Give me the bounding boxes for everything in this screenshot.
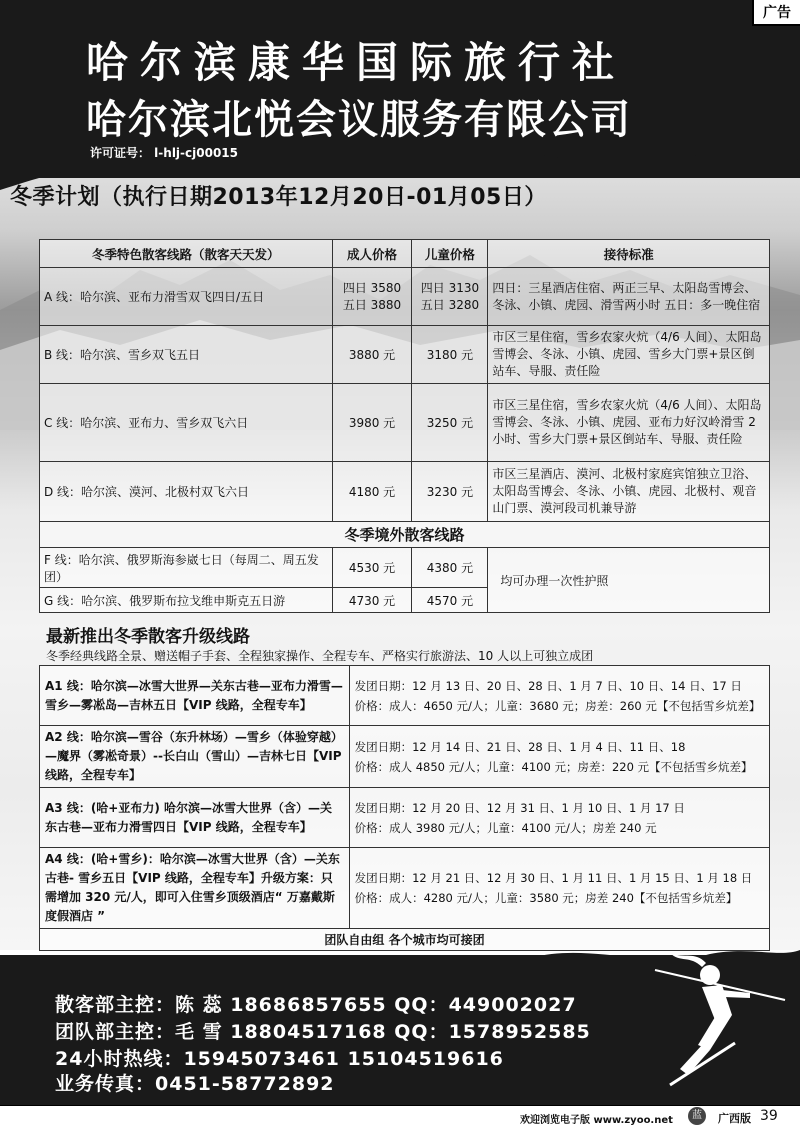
upgrade-dates: 发团日期：12 月 21 日、12 月 30 日、1 月 11 日、1 月 15 日、1 月 18 日 [354, 871, 753, 885]
adult-price-cell [332, 268, 412, 326]
table-row [40, 666, 770, 726]
standard-cell: 市区三星住宿，雪乡农家火炕（4/6 人间）、太阳岛雪博会、冬泳、小镇、虎园、亚布力好汉岭滑雪 2 小时、雪乡大门票+景区倒站车、导服、责任险 [488, 384, 770, 462]
adult-price-cell: 4180 元 [332, 462, 412, 522]
ad-tag: 广告 [752, 0, 800, 26]
child-price-cell: 3250 元 [412, 384, 488, 462]
child-price-cell: 4570 元 [412, 588, 488, 613]
upgrade-route-cell: A1 线：哈尔滨—冰雪大世界—关东古巷—亚布力滑雪—雪乡—雾凇岛—吉林五日【VIP 线路，全程专车】 [40, 666, 350, 726]
route-cell: D 线：哈尔滨、漠河、北极村双飞六日 [40, 462, 333, 522]
table-row [40, 384, 770, 462]
header-adult-price: 成人价格 [332, 240, 412, 268]
table-row [40, 268, 770, 326]
page-number: 39 [760, 1108, 778, 1124]
child-price-text: 四日 3130 五日 3280 [420, 280, 480, 312]
adult-price-cell: 4530 元 [332, 548, 412, 588]
edition-label: 广西版 [718, 1112, 751, 1125]
table-row [40, 788, 770, 848]
table-row [40, 462, 770, 522]
adult-price-cell: 3880 元 [332, 326, 412, 384]
route-cell: C 线：哈尔滨、亚布力、雪乡双飞六日 [40, 384, 333, 462]
adult-price-cell: 3980 元 [332, 384, 412, 462]
upgrade-detail-cell [349, 726, 769, 788]
upgrade-dates: 发团日期：12 月 20 日、12 月 31 日、1 月 10 日、1 月 17 日 [354, 800, 685, 815]
upgrade-route-cell: A2 线：哈尔滨—雪谷（东升林场）—雪乡（体验穿越）—魔界（雾凇奇景）--长白山（雪山）—吉林七日【VIP 线路，全程专车】 [40, 726, 350, 788]
upgrade-price: 价格：成人 3980 元/人；儿童：4100 元/人；房差 240 元 [354, 820, 657, 835]
child-price-cell: 3230 元 [412, 462, 488, 522]
route-cell: A 线：哈尔滨、亚布力滑雪双飞四日/五日 [40, 268, 333, 326]
company-name-secondary: 哈尔滨北悦会议服务有限公司 [86, 97, 632, 143]
header-service-standard: 接待标准 [488, 240, 770, 268]
child-price-cell [412, 268, 488, 326]
adult-price-cell: 4730 元 [332, 588, 412, 613]
upgrade-routes-table [39, 665, 770, 951]
group-note: 团队自由组 各个城市均可接团 [40, 929, 770, 951]
abroad-section-title: 冬季境外散客线路 [40, 522, 770, 548]
child-price-cell: 4380 元 [412, 548, 488, 588]
table-row [40, 726, 770, 788]
abroad-section-row [40, 522, 770, 548]
winter-routes-table [39, 239, 770, 613]
fax-line: 业务传真：0451-58772892 [55, 1073, 335, 1095]
route-cell: F 线：哈尔滨、俄罗斯海参崴七日（每周二、周五发团） [40, 548, 333, 588]
upgrade-detail-cell [349, 666, 769, 726]
upgrade-price: 价格：成人 4850 元/人；儿童：4100 元；房差：220 元【不包括雪乡炕差】 [354, 759, 753, 774]
publication-logo-icon: 蓝 [688, 1107, 706, 1125]
upgrade-route-cell: A3 线：(哈+亚布力) 哈尔滨—冰雪大世界（含）—关东古巷—亚布力滑雪四日【VIP 线路，全程专车】 [40, 788, 350, 848]
page-bottom-bar [0, 1105, 800, 1128]
standard-cell: 市区三星酒店、漠河、北极村家庭宾馆独立卫浴、太阳岛雪博会、冬泳、小镇、虎园、北极村、观音山门票、漠河段司机兼导游 [488, 462, 770, 522]
upgrade-route-cell: A4 线：(哈+雪乡)：哈尔滨—冰雪大世界（含）—关东古巷- 雪乡五日【VIP 线路，全程专车】升级方案：只需增加 320 元/人，即可入住雪乡顶级酒店“ 万嘉戴斯度假酒店 ” [40, 848, 350, 929]
standard-cell: 四日：三星酒店住宿、两正三早、太阳岛雪博会、冬泳、小镇、虎园、滑雪两小时 五日：多一晚住宿 [488, 268, 770, 326]
standard-cell: 市区三星住宿，雪乡农家火炕（4/6 人间）、太阳岛雪博会、冬泳、小镇、虎园、雪乡大门票+景区倒站车、导服、责任险 [488, 326, 770, 384]
table-row [40, 548, 770, 588]
table-row [40, 326, 770, 384]
skier-icon [640, 945, 790, 1095]
winter-plan-title: 冬季计划（执行日期2013年12月20日-01月05日） [10, 185, 547, 210]
child-price-cell: 3180 元 [412, 326, 488, 384]
upgrade-routes-subtitle: 冬季经典线路全景、赠送帽子手套、全程独家操作、全程专车、严格实行旅游法、10 人以上可独立成团 [46, 649, 594, 663]
adult-price-text: 四日 3580 五日 3880 [342, 280, 402, 312]
header-child-price: 儿童价格 [412, 240, 488, 268]
upgrade-price: 价格：成人：4280 元/人；儿童：3580 元；房差 240【不包括雪乡炕差】 [354, 891, 738, 905]
header-route: 冬季特色散客线路（散客天天发） [40, 240, 333, 268]
upgrade-dates: 发团日期：12 月 13 日、20 日、28 日、1 月 7 日、10 日、14 日、17 日 [354, 678, 742, 693]
hotline-line: 24小时热线：15945073461 15104519616 [55, 1048, 504, 1070]
retail-contact-line: 散客部主控：陈 蕊 18686857655 QQ：449002027 [55, 994, 577, 1016]
upgrade-detail-cell [349, 848, 769, 929]
upgrade-detail-cell [349, 788, 769, 848]
upgrade-routes-title: 最新推出冬季散客升级线路 [46, 627, 250, 647]
upgrade-price: 价格：成人：4650 元/人；儿童：3680 元；房差：260 元【不包括雪乡炕差】 [354, 698, 761, 713]
website-link[interactable]: 欢迎浏览电子版 www.zyoo.net [520, 1115, 673, 1126]
table-header-row [40, 240, 770, 268]
abroad-note-cell [488, 548, 770, 613]
table-row [40, 848, 770, 929]
route-cell: G 线：哈尔滨、俄罗斯布拉戈维申斯克五日游 [40, 588, 333, 613]
group-contact-line: 团队部主控：毛 雪 18804517168 QQ：1578952585 [55, 1021, 591, 1043]
license-number: 许可证号： l-hlj-cj00015 [90, 146, 238, 160]
company-name-primary: 哈尔滨康华国际旅行社 [86, 38, 627, 87]
upgrade-dates: 发团日期：12 月 14 日、21 日、28 日、1 月 4 日、11 日、18 [354, 739, 686, 754]
route-cell: B 线：哈尔滨、雪乡双飞五日 [40, 326, 333, 384]
abroad-note: 均可办理一次性护照 [500, 573, 609, 588]
